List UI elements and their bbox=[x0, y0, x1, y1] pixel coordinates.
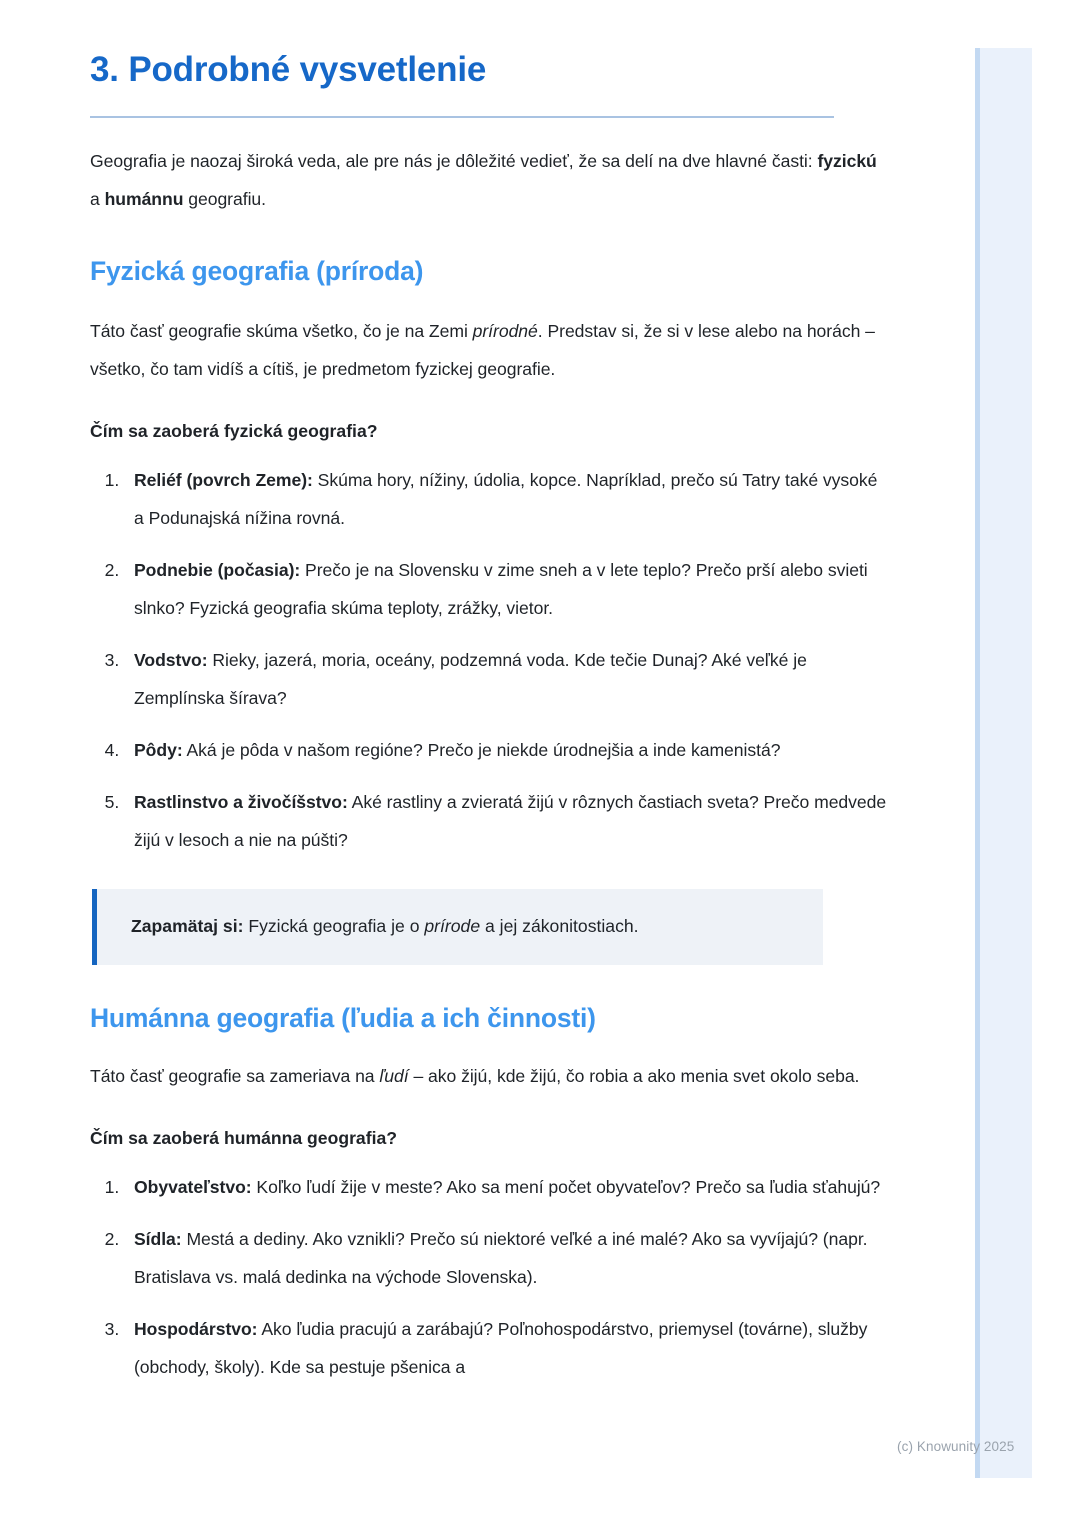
intro-text-part3: geografiu. bbox=[183, 189, 266, 210]
section-2-question: Čím sa zaoberá humánna geografia? bbox=[90, 1127, 397, 1148]
list-item-term: Obyvateľstvo: bbox=[134, 1176, 252, 1197]
list-item-text: Skúma hory, nížiny, údolia, kopce. Napríklad, prečo sú Tatry také vysoké a Podunajská nížina rovná. bbox=[134, 469, 878, 528]
list-item-text: Prečo je na Slovensku v zime sneh a v lete teplo? Prečo prší alebo svieti slnko? Fyzická geografia skúma teploty, zrážky, vietor. bbox=[134, 559, 868, 618]
list-item-term: Vodstvo: bbox=[134, 649, 208, 670]
callout-part1: Fyzická geografia je o bbox=[243, 915, 425, 936]
list-item-text: Mestá a dediny. Ako vznikli? Prečo sú niektoré veľké a iné malé? Ako sa vyvíjajú? (napr. Bratislava vs. malá dedinka na východe Slovenska). bbox=[134, 1228, 868, 1287]
page-title: 3. Podrobné vysvetlenie bbox=[90, 50, 487, 89]
list-item-term: Pôdy: bbox=[134, 739, 183, 760]
list-item-term: Podnebie (počasia): bbox=[134, 559, 301, 580]
s1-para-part2: . Predstav si, že si v lese alebo na horách – všetko, čo tam vidíš a cítiš, je predmetom fyzickej geografie. bbox=[90, 321, 875, 380]
section-1-question: Čím sa zaoberá fyzická geografia? bbox=[90, 421, 378, 442]
title-divider bbox=[90, 116, 834, 118]
callout-label: Zapamätaj si: bbox=[131, 915, 244, 936]
intro-bold-fyzicku: fyzickú bbox=[817, 151, 877, 172]
list-item-text: Rieky, jazerá, moria, oceány, podzemná voda. Kde tečie Dunaj? Aké veľké je Zemplínska šírava? bbox=[134, 649, 807, 708]
list-item-term: Sídla: bbox=[134, 1228, 182, 1249]
list-item bbox=[124, 731, 887, 769]
list-item bbox=[124, 641, 887, 717]
page-side-panel-edge bbox=[975, 48, 980, 1478]
list-item-term: Reliéf (povrch Zeme): bbox=[134, 469, 313, 490]
list-item bbox=[124, 1220, 887, 1296]
list-item-text: Ako ľudia pracujú a zarábajú? Poľnohospodárstvo, priemysel (továrne), služby (obchody, školy). Kde sa pestuje pšenica a bbox=[134, 1318, 868, 1377]
list-item bbox=[124, 1168, 887, 1206]
intro-text-part2: a bbox=[90, 189, 105, 210]
list-item bbox=[124, 1310, 887, 1386]
copyright-watermark: (c) Knowunity 2025 bbox=[897, 1439, 1015, 1454]
s1-para-part1: Táto časť geografie skúma všetko, čo je na Zemi bbox=[90, 321, 473, 342]
remember-callout bbox=[92, 889, 823, 965]
section-heading-humanna: Humánna geografia (ľudia a ich činnosti) bbox=[90, 1002, 596, 1033]
page-side-panel bbox=[975, 48, 1032, 1478]
callout-part2: a jej zákonitostiach. bbox=[480, 915, 639, 936]
section-1-paragraph bbox=[90, 312, 887, 388]
s2-para-part2: – ako žijú, kde žijú, čo robia a ako menia svet okolo seba. bbox=[408, 1065, 860, 1086]
section-heading-fyzicka: Fyzická geografia (príroda) bbox=[90, 256, 424, 287]
list-item bbox=[124, 551, 887, 627]
section-2-list bbox=[90, 1168, 887, 1386]
section-2-paragraph bbox=[90, 1057, 887, 1095]
section-1-list bbox=[90, 461, 887, 859]
intro-bold-humannu: humánnu bbox=[104, 189, 184, 210]
intro-text-part1: Geografia je naozaj široká veda, ale pre nás je dôležité vedieť, že sa delí na dve hlavné časti: bbox=[90, 151, 818, 172]
callout-italic-prirode: prírode bbox=[424, 915, 481, 936]
list-item bbox=[124, 461, 887, 537]
s1-para-italic-prirodne: prírodné bbox=[472, 321, 538, 342]
s2-para-italic-ludi: ľudí bbox=[379, 1065, 409, 1086]
list-item-text: Aká je pôda v našom regióne? Prečo je niekde úrodnejšia a inde kamenistá? bbox=[182, 739, 781, 760]
s2-para-part1: Táto časť geografie sa zameriava na bbox=[90, 1065, 380, 1086]
list-item-term: Rastlinstvo a živočíšstvo: bbox=[134, 791, 348, 812]
callout-text bbox=[131, 911, 799, 941]
list-item-term: Hospodárstvo: bbox=[134, 1318, 258, 1339]
intro-paragraph bbox=[90, 142, 887, 218]
list-item-text: Koľko ľudí žije v meste? Ako sa mení počet obyvateľov? Prečo sa ľudia sťahujú? bbox=[251, 1176, 881, 1197]
list-item-text: Aké rastliny a zvieratá žijú v rôznych častiach sveta? Prečo medvede žijú v lesoch a nie na púšti? bbox=[134, 791, 887, 850]
list-item bbox=[124, 783, 887, 859]
